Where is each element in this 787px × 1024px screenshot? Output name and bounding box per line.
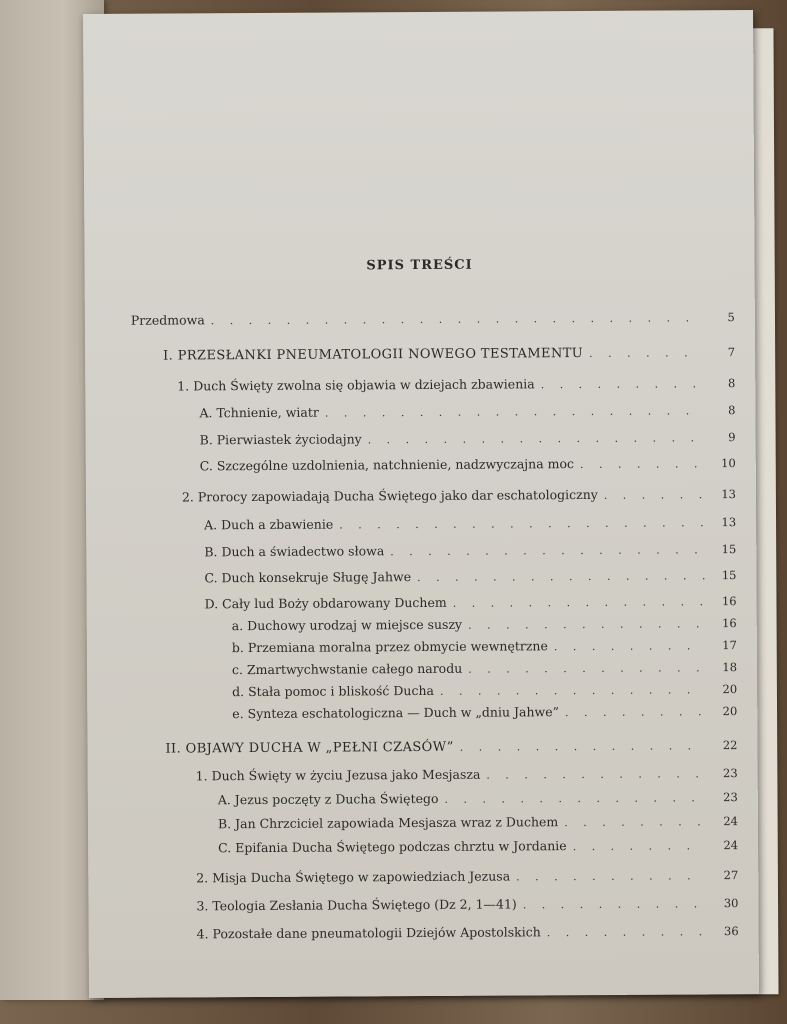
toc-entry-page: 20 <box>722 704 738 719</box>
toc-entry-page: 23 <box>722 766 738 781</box>
leader-dots <box>589 344 703 363</box>
leader-dots <box>564 813 706 832</box>
toc-entry-label: 2. Misja Ducha Świętego w zapowiedziach Jezusa <box>196 868 511 886</box>
toc-entry <box>200 428 736 449</box>
toc-entry <box>204 566 736 587</box>
leader-dots <box>339 514 704 534</box>
toc-entry <box>204 513 736 534</box>
toc-entry-label: c. Zmartwychwstanie całego narodu <box>231 660 463 678</box>
toc-entry-page: 30 <box>723 896 739 911</box>
toc-part <box>165 736 737 757</box>
leader-dots <box>368 429 704 449</box>
toc-entry-page: 27 <box>723 868 739 883</box>
leader-dots <box>417 567 704 587</box>
leader-dots <box>390 541 704 561</box>
toc-entry-label: A. Duch a zbawienie <box>204 516 334 533</box>
toc-entry <box>232 658 737 679</box>
toc-entry <box>218 788 738 809</box>
toc-entry <box>205 592 737 613</box>
leader-dots <box>554 637 705 656</box>
toc-entry-label: 1. Duch Święty w życiu Jezusa jako Mesjasza <box>195 766 481 784</box>
toc-entry-label: Przedmowa <box>130 312 205 328</box>
toc-entry-page: 18 <box>722 660 738 675</box>
toc-entry-page: 16 <box>721 594 737 609</box>
leader-dots <box>453 593 705 613</box>
toc-entry-page: 7 <box>727 345 736 360</box>
toc-entry-label: 3. Teologia Zesłania Ducha Świętego (Dz 2, 1—41) <box>196 896 517 914</box>
leader-dots <box>468 659 705 678</box>
leader-dots <box>565 703 705 722</box>
toc-entry-label: B. Duch a świadectwo słowa <box>204 543 385 560</box>
toc-entry-label: e. Synteza eschatologiczna — Duch w „dniu Jahwe” <box>232 704 560 722</box>
toc-entry-label: 4. Pozostałe dane pneumatologii Dziejów Apostolskich <box>196 924 541 942</box>
toc-entry <box>204 540 736 561</box>
toc-entry <box>232 702 737 723</box>
leader-dots <box>325 402 704 422</box>
toc-entry <box>218 836 738 857</box>
toc-entry <box>200 454 736 475</box>
toc-entry-label: A. Tchnienie, wiatr <box>199 404 319 421</box>
leader-dots <box>547 923 707 942</box>
toc-entry-page: 8 <box>727 376 736 391</box>
leader-dots <box>523 895 707 914</box>
toc-entry-page: 17 <box>722 638 737 653</box>
toc-entry-label: C. Duch konsekruje Sługę Jahwe <box>204 569 412 586</box>
toc-entry-label: D. Cały lud Boży obdarowany Duchem <box>204 594 447 612</box>
leader-dots <box>580 455 704 474</box>
leader-dots <box>541 375 704 394</box>
toc-entry-page: 8 <box>728 403 736 418</box>
toc-entry <box>196 764 738 785</box>
toc-entry-page: 36 <box>723 924 739 939</box>
toc-entry-page: 16 <box>722 616 737 631</box>
toc-entry-label: B. Pierwiastek życiodajny <box>199 431 362 448</box>
toc-entry-label: I. PRZESŁANKI PNEUMATOLOGII NOWEGO TESTAMENTU <box>163 346 584 364</box>
toc-entry-label: C. Epifania Ducha Świętego podczas chrztu w Jordanie <box>218 838 567 856</box>
book-page <box>83 10 759 998</box>
toc-entry-label: d. Stała pomoc i bliskość Ducha <box>232 682 434 700</box>
leader-dots <box>444 789 705 809</box>
toc-entry-label: a. Duchowy urodzaj w miejsce suszy <box>231 616 463 634</box>
toc-entry-page: 5 <box>727 310 735 325</box>
leader-dots <box>516 867 706 886</box>
toc-entry <box>196 894 738 915</box>
toc-entry-page: 15 <box>721 542 737 557</box>
toc-entry-page: 24 <box>723 838 739 853</box>
leader-dots <box>460 737 706 757</box>
toc-entry-page: 20 <box>722 682 738 697</box>
toc-title: SPIS TREŚCI <box>366 257 473 274</box>
toc-entry-page: 22 <box>722 738 738 753</box>
toc-entry-label: 2. Prorocy zapowiadają Ducha Świętego jako dar eschatologiczny <box>181 486 598 505</box>
toc-entry-page: 15 <box>721 568 737 583</box>
toc-entry <box>197 922 739 943</box>
toc-entry-label: B. Jan Chrzciciel zapowiada Mesjasza wraz z Duchem <box>217 814 559 832</box>
toc-entry <box>232 636 737 657</box>
toc-entry-page: 9 <box>728 430 736 445</box>
toc-entry-page: 23 <box>723 790 738 805</box>
leader-dots <box>440 681 705 701</box>
toc-entry <box>182 485 736 506</box>
leader-dots <box>486 765 705 784</box>
leader-dots <box>573 837 707 856</box>
toc-entry-page: 24 <box>723 814 738 829</box>
toc-entry <box>232 614 737 635</box>
leader-dots <box>468 615 705 634</box>
toc-entry-page: 13 <box>721 487 736 502</box>
toc-entry <box>196 866 738 887</box>
toc-entry-label: 1. Duch Święty zwolna się objawia w dziejach zbawienia <box>177 376 535 394</box>
toc-entry <box>199 401 735 422</box>
leader-dots <box>604 486 704 505</box>
toc-entry <box>131 308 735 330</box>
toc-entry <box>232 680 737 701</box>
toc-part <box>163 343 735 364</box>
leader-dots <box>211 309 703 330</box>
toc-entry-label: C. Szczególne uzdolnienia, natchnienie, nadzwyczajna moc <box>199 456 575 474</box>
toc-entry <box>177 374 735 395</box>
toc-entry-label: A. Jezus poczęty z Ducha Świętego <box>217 790 439 808</box>
toc-entry <box>218 812 738 833</box>
toc-entry-page: 10 <box>721 456 736 471</box>
toc-entry-label: b. Przemiana moralna przez obmycie wewnętrzne <box>231 638 548 656</box>
toc-entry-page: 13 <box>721 515 737 530</box>
toc-entry-label: II. OBJAWY DUCHA W „PEŁNI CZASÓW” <box>165 739 454 757</box>
